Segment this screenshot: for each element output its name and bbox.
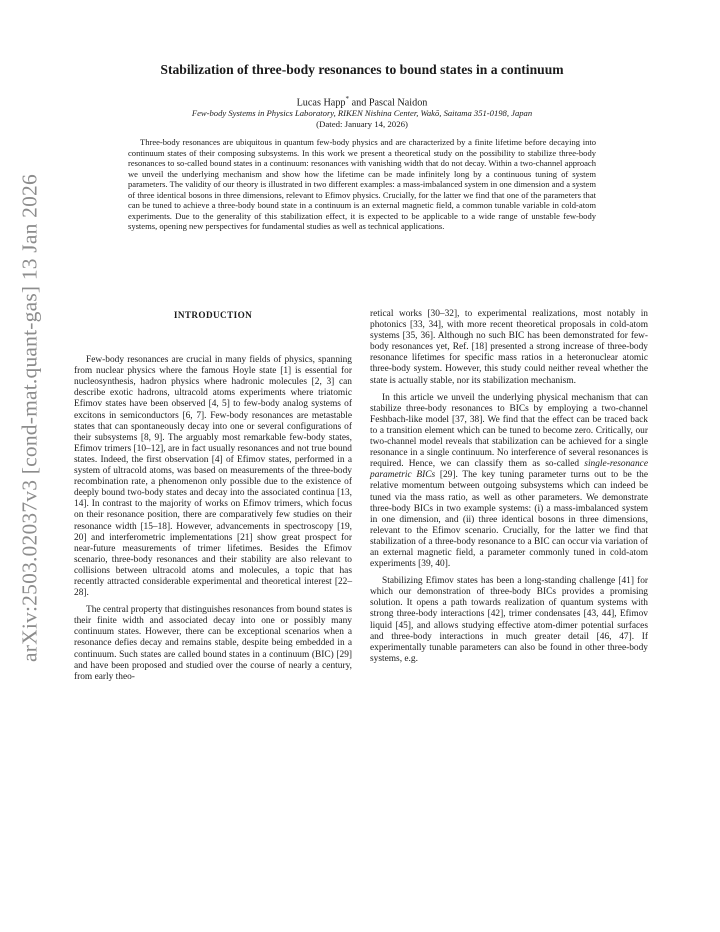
- paragraph-text: [29]. The key tuning parameter turns out to be the relative momentum between outgoing subsystems which can indeed be tuned via the mass ratio, as well as other parameters. We demonstrate three-body BICs in two example systems: (i) a mass-imbalanced system in one dimension, and (ii) three identical bosons in three dimensions, relevant to the Efimov scenario. Crucially, for the latter we find that stabilization of a three-body resonance to a BIC can occur via variation of an external magnetic field, a parameter commonly tuned in cold-atom experiments [39, 40].: [370, 470, 648, 570]
- date-line: (Dated: January 14, 2026): [316, 119, 408, 129]
- left-column: [74, 310, 352, 683]
- corresponding-author-mark: *: [345, 95, 350, 103]
- emphasized-term: single-resonance parametric BICs: [370, 459, 648, 481]
- paragraph: Stabilizing Efimov states has been a long-standing challenge [41] for which our demonstration of three-body BICs provides a promising solution. It opens a path towards realization of quantum systems with strong three-body interactions [42], trimer condensates [43, 44], Efimov liquid [45], and allows studying effective atom-dimer potential surfaces and three-body interactions in much greater detail [46, 47]. If experimentally tunable parameters can also be found in other three-body systems, e.g.: [370, 576, 648, 664]
- paragraph: retical works [30–32], to experimental realizations, most notably in photonics [33, 34], with more recent theoretical proposals in cold-atom systems [35, 36]. Although no such BIC has been demonstrated for few-body resonances yet, Ref. [18] presented a strong increase of three-body resonance lifetimes for specific mass ratios in a heteronuclear atomic three-body system. However, this study could neither reveal whether the state is actually stable, nor its stabilization mechanism.: [370, 309, 648, 386]
- arxiv-identifier: arXiv:2503.02037v3 [cond-mat.quant-gas] 13 Jan 2026: [17, 174, 42, 662]
- paragraph: [370, 393, 648, 571]
- paragraph: The central property that distinguishes resonances from bound states is their finite width and associated decay into one or possibly many continuum states. However, there can be exceptional scenarios when a resonance defies decay and remains stable, despite being embedded in a continuum. Such states are called bound states in a continuum (BIC) [29] and have been proposed and studied over the course of nearly a century, from early theo-: [74, 605, 352, 682]
- section-heading: INTRODUCTION: [173, 310, 253, 320]
- paper-title: Stabilization of three-body resonances to bound states in a continuum: [160, 62, 564, 77]
- paragraph-text: In this article we unveil the underlying physical mechanism that can stabilize three-body resonances to BICs by employing a two-channel Feshbach-like model [37, 38]. We find that the effect can be traced back to a transition element which can be tuned to become zero. Critically, our two-channel model reveals that stabilization can be achieved for a single resonance in a single continuum. No interference of several resonances is required. Hence, we can classify them as so-called: [370, 392, 648, 470]
- paragraph: Few-body resonances are crucial in many fields of physics, spanning from nuclear physics where the famous Hoyle state [1] is essential for nucleosynthesis, hadron physics where hadronic molecules [2, 3] can describe exotic hadrons, ultracold atoms experiments where triatomic Efimov states have been observed [4, 5] to few-body analog systems of excitons in semiconductors [6, 7]. Few-body resonances are metastable states that can spontaneously decay into one or several configurations of their subsystems [8, 9]. The arguably most remarkable few-body states, Efimov trimers [10–12], are in fact usually resonances and not true bound states. Indeed, the first observation [4] of Efimov states, performed in a system of ultracold atoms, was based on measurements of the three-body recombination rate, a phenomenon only possible due to the existence of deeply bound two-body states and decay into the associated continua [13, 14]. In contrast to the majority of works on Efimov trimers, which focus on their resonance position, there are comparatively few studies on their resonance width [15–18]. However, advancements in spectroscopy [19, 20] and interferometric implementations [21] show great prospect for near-future measurements of trimer lifetimes. Besides the Efimov scenario, three-body resonances and their stability are also relevant to collisions between ultracold atoms and molecules, a topic that has recently attracted considerable experimental and theoretical interest [22–28].: [74, 355, 352, 599]
- right-column: [370, 309, 648, 665]
- abstract: Three-body resonances are ubiquitous in quantum few-body physics and are characterized by a finite lifetime before decaying into continuum states of their composing subsystems. In this work we present a theoretical study on the possibility to stabilize three-body resonances to so-called bound states in a continuum: resonances with vanishing width that do not decay. Within a two-channel approach we unveil the underlying mechanism and show how the lifetime can be made infinitely long by a continuous tuning of system parameters. The validity of our theory is illustrated in two different examples: a mass-imbalanced system in one dimension and a system of three identical bosons in three dimensions, relevant to Efimov physics. Crucially, for the latter we find that one of the parameters that can be tuned to achieve a three-body bound state in a continuum is an external magnetic field, a common tunable variable in cold-atom experiments. Due to the generality of this stabilization effect, it is expected to be applicable to a wide range of unstable few-body systems, opening new perspectives for fundamental studies as well as technical applications.: [128, 137, 596, 232]
- author-affiliation: Few-body Systems in Physics Laboratory, RIKEN Nishina Center, Wakō, Saitama 351-0198, Japan: [191, 108, 533, 118]
- author-name-rest: and Pascal Naidon: [349, 97, 428, 109]
- author-name-first: Lucas Happ: [296, 97, 346, 109]
- author-list: [100, 95, 624, 108]
- arxiv-sidebar: [0, 0, 60, 932]
